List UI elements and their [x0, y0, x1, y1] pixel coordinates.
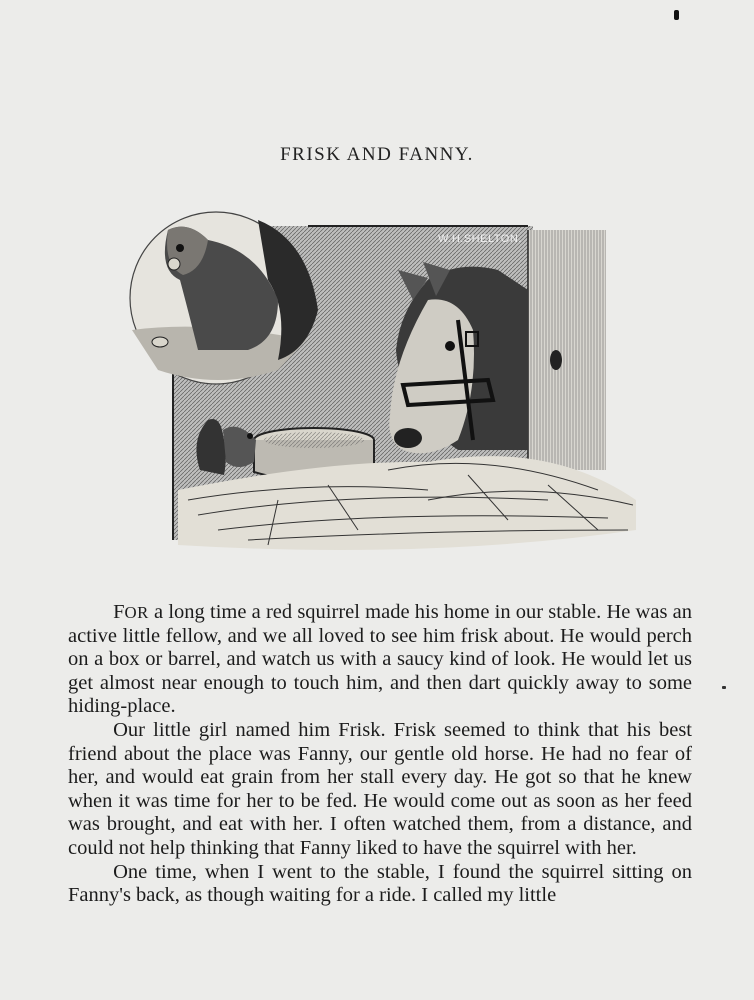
wooden-post [528, 230, 606, 470]
page-title: FRISK AND FANNY. [280, 144, 474, 165]
paragraph-1 [68, 601, 692, 719]
paragraph-1-text: a long time a red squirrel made his home in our stable. He was an active little fellow, and we all loved to see him frisk about. He would perch on a box or barrel, and watch us with a saucy kind of look. He would let us get almost near enough to touch him, and then dart quickly away to some hiding-place. [68, 601, 692, 718]
paragraph-3: One time, when I went to the stable, I found the squirrel sitting on Fanny's back, as though waiting for a ride. I called my little [68, 860, 692, 907]
engraving-illustration [128, 200, 648, 570]
ink-speck [674, 10, 679, 20]
horse-head [389, 262, 528, 453]
ink-speck [722, 686, 726, 689]
story-body [68, 601, 692, 908]
paragraph-2: Our little girl named him Frisk. Frisk seemed to think that his best friend about the place was Fanny, our gentle old horse. He had no fear of her, and would eat grain from her stall every day. He got so that he knew when it was time for her to be fed. He would come out as soon as her feed was brought, and eat with her. I often watched them, from a distance, and could not help thinking that Fanny liked to have the squirrel with her. [68, 718, 692, 859]
drop-word-rest: OR [124, 603, 149, 622]
artist-signature: W.H.SHELTON. [438, 233, 522, 245]
drop-word-cap: F [113, 601, 125, 623]
